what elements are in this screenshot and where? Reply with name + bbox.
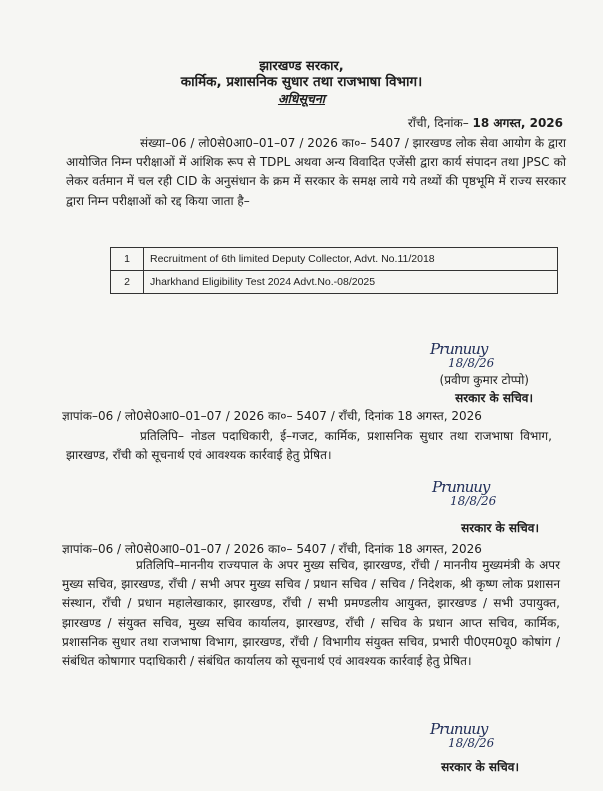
document-title: अधिसूचना (277, 91, 326, 106)
date-prefix: राँची, दिनांक– (407, 116, 469, 130)
signature-date: 18/8/26 (448, 736, 495, 750)
signatory-designation: सरकार के सचिव। (461, 521, 539, 535)
signature-date: 18/8/26 (448, 356, 495, 370)
exam-name: Jharkhand Eligibility Test 2024 Advt.No.-08/2025 (144, 271, 558, 294)
signature-date: 18/8/26 (450, 494, 497, 508)
memo-body: प्रतिलिपि– नोडल पदाधिकारी, ई–गजट, कार्मिक, प्रशासनिक सुधार तथा राजभाषा विभाग, झारखण्ड, राँची को सूचनार्थ एवं आवश्यक कार्रवाई हेतु प्रेषित। (66, 429, 552, 463)
signature-2 (432, 478, 496, 508)
cancelled-exams-table (110, 247, 558, 294)
signature-3 (430, 720, 494, 750)
signatory-name: (प्रवीण कुमार टोप्पो) (439, 373, 529, 387)
table-row (111, 271, 558, 294)
memo-reference: ज्ञापांक–06 / लो0से0आ0–01–07 / 2026 का०– 5407 / राँची, दिनांक 18 अगस्त, 2026 (62, 542, 482, 556)
department-name: कार्मिक, प्रशासनिक सुधार तथा राजभाषा विभाग। (180, 74, 423, 90)
signatory-designation: सरकार के सचिव। (455, 391, 533, 405)
notification-body: संख्या–06 / लो0से0आ0–01–07 / 2026 का०– 5407 / झारखण्ड लोक सेवा आयोग के द्वारा आयोजित निम्न परीक्षाओं में आंशिक रूप से TDPL अथवा अन्य विवादित एजेंसी द्वारा कार्य संपादन तथा JPSC को लेकर वर्तमान में चल रही CID के अनुसंधान के क्रम में सरकार के समक्ष लाये गये तथ्यों की पृष्ठभूमि में राज्य सरकार द्वारा निम्न परीक्षाओं को रद्द किया जाता है– (66, 136, 566, 208)
signature-scribble: Prunuuy (432, 478, 490, 496)
table-row (111, 248, 558, 271)
memo-reference: ज्ञापांक–06 / लो0से0आ0–01–07 / 2026 का०– 5407 / राँची, दिनांक 18 अगस्त, 2026 (62, 409, 482, 423)
exam-name: Recruitment of 6th limited Deputy Collector, Advt. No.11/2018 (144, 248, 558, 271)
row-number: 2 (111, 271, 144, 294)
signature-scribble: Prunuuy (430, 720, 488, 738)
signature-1 (430, 340, 494, 370)
govt-name: झारखण्ड सरकार, (259, 59, 344, 74)
memo-body: प्रतिलिपि–माननीय राज्यपाल के अपर मुख्य सचिव, झारखण्ड, राँची / माननीय मुख्यमंत्री के अपर मुख्य सचिव, झारखण्ड, राँची / सभी अपर मुख्य सचिव / प्रधान सचिव / सचिव / निदेशक, श्री कृष्ण लोक प्रशासन संस्थान, राँची / प्रधान महालेखाकार, झारखण्ड, राँची / सभी प्रमण्डलीय आयुक्त, झारखण्ड / सभी उपायुक्त, झारखण्ड / संयुक्त सचिव, मुख्य सचिव कार्यालय, झारखण्ड, राँची / सचिव के प्रधान आप्त सचिव, कार्मिक, प्रशासनिक सुधार तथा राजभाषा विभाग, झारखण्ड, राँची / विभागीय संयुक्त सचिव, प्रभारी पी0एम0यू0 कोषांग / संबंधित कोषागार पदाधिकारी / संबंधित कार्यालय को सूचनार्थ एवं आवश्यक कार्रवाई हेतु प्रेषित। (62, 558, 560, 669)
issue-date: 18 अगस्त, 2026 (472, 116, 563, 130)
signatory-designation: सरकार के सचिव। (441, 760, 519, 774)
row-number: 1 (111, 248, 144, 271)
issue-date-line (408, 114, 563, 131)
signature-scribble: Prunuuy (430, 340, 488, 358)
